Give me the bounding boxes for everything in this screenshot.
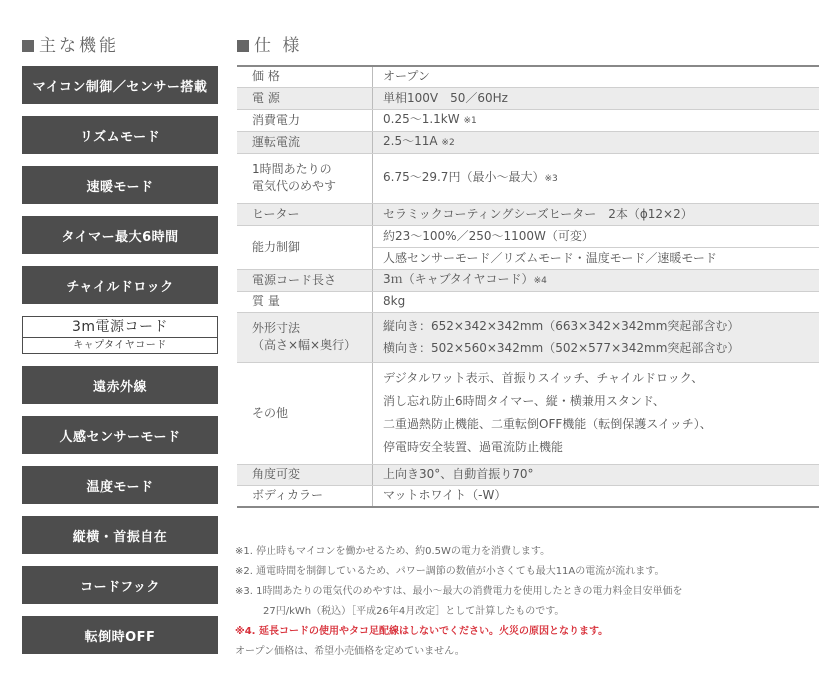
spec-key: ヒーター bbox=[237, 203, 373, 225]
spec-value: 単相100V 50／60Hz bbox=[373, 87, 820, 109]
square-icon bbox=[22, 40, 34, 52]
spec-value bbox=[373, 153, 820, 203]
spec-value bbox=[373, 362, 820, 464]
footnote: ※2. 通電時間を制御しているため、パワー調節の数値が小さくても最大11Aの電流が流れます。 bbox=[235, 566, 665, 577]
feature-badge: コードフック bbox=[22, 566, 218, 604]
footnote-warning: ※4. 延長コードの使用やタコ足配線はしないでください。火災の原因となります。 bbox=[235, 626, 609, 637]
spec-key: ボディカラー bbox=[237, 485, 373, 507]
spec-note: ※2 bbox=[441, 137, 455, 148]
spec-value-text: 2.5〜11A bbox=[383, 133, 438, 148]
feature-badge: マイコン制御／センサー搭載 bbox=[22, 66, 218, 104]
spec-value: マットホワイト（-W） bbox=[373, 485, 820, 507]
spec-row-consumption bbox=[237, 109, 819, 131]
spec-value: セラミックコーティングシーズヒーター 2本（ϕ12×2） bbox=[373, 203, 820, 225]
spec-value-line: 停電時安全装置、過電流防止機能 bbox=[383, 440, 564, 454]
spec-row-price bbox=[237, 66, 819, 87]
spec-value-text: 6.75〜29.7円（最小〜最大） bbox=[383, 169, 545, 184]
feature-list bbox=[22, 66, 218, 666]
feature-badge: 人感センサーモード bbox=[22, 416, 218, 454]
spec-value bbox=[373, 312, 820, 362]
footnote: ※3. 1時間あたりの電気代のめやすは、最小〜最大の消費電力を使用したときの電力料金目安単価を bbox=[235, 586, 683, 597]
spec-note: ※4 bbox=[533, 275, 547, 286]
spec-key: その他 bbox=[237, 362, 373, 464]
spec-value-line: 縦向き：652×342×342mm（663×342×342mm突起部含む） bbox=[383, 319, 740, 333]
spec-row-capacity-1 bbox=[237, 225, 819, 247]
spec-row-other bbox=[237, 362, 819, 464]
features-heading-text: 主な機能 bbox=[39, 36, 119, 56]
spec-key: 能力制御 bbox=[237, 225, 373, 269]
spec-key-line: （高さ×幅×奥行） bbox=[252, 338, 357, 352]
spec-key: 消費電力 bbox=[237, 109, 373, 131]
spec-key: 電源コード長さ bbox=[237, 269, 373, 291]
spec-key: 角度可変 bbox=[237, 464, 373, 485]
spec-row-cord bbox=[237, 269, 819, 291]
spec-key bbox=[237, 153, 373, 203]
feature-badge: チャイルドロック bbox=[22, 266, 218, 304]
spec-value-text: 0.25〜1.1kW bbox=[383, 111, 460, 126]
feature-badge: 縦横・首振自在 bbox=[22, 516, 218, 554]
square-icon bbox=[237, 40, 249, 52]
feature-badge: 転倒時OFF bbox=[22, 616, 218, 654]
spec-note: ※1 bbox=[463, 115, 477, 126]
spec-value-line: 横向き：502×560×342mm（502×577×342mm突起部含む） bbox=[383, 341, 740, 355]
spec-value-line: 消し忘れ防止6時間タイマー、縦・横兼用スタンド、 bbox=[383, 394, 665, 408]
feature-badge-cord bbox=[22, 316, 218, 354]
spec-key: 価 格 bbox=[237, 66, 373, 87]
spec-row-color bbox=[237, 485, 819, 507]
feature-badge-line1: 3m電源コード bbox=[71, 319, 169, 335]
spec-value: オープン bbox=[373, 66, 820, 87]
feature-badge: タイマー最大6時間 bbox=[22, 216, 218, 254]
spec-key: 運転電流 bbox=[237, 131, 373, 153]
spec-value bbox=[373, 269, 820, 291]
spec-value-line: デジタルワット表示、首振りスイッチ、チャイルドロック、 bbox=[383, 371, 704, 385]
spec-value: 人感センサーモード／リズムモード・温度モード／速暖モード bbox=[373, 247, 820, 269]
spec-row-current bbox=[237, 131, 819, 153]
footnote: 27円/kWh（税込）［平成26年4月改定］として計算したものです。 bbox=[263, 606, 565, 617]
features-heading bbox=[22, 31, 119, 56]
spec-row-power-source bbox=[237, 87, 819, 109]
spec-value bbox=[373, 109, 820, 131]
spec-key-line: 電気代のめやす bbox=[252, 179, 337, 193]
spec-key: 質 量 bbox=[237, 291, 373, 312]
spec-table bbox=[237, 65, 819, 508]
spec-key: 電 源 bbox=[237, 87, 373, 109]
spec-note: ※3 bbox=[544, 173, 558, 184]
spec-value: 8kg bbox=[373, 291, 820, 312]
spec-key-line: 1時間あたりの bbox=[252, 162, 332, 176]
spec-value: 約23〜100%／250〜1100W（可変） bbox=[373, 225, 820, 247]
spec-value-line: 二重過熱防止機能、二重転倒OFF機能（転倒保護スイッチ）、 bbox=[383, 417, 712, 431]
spec-row-cost bbox=[237, 153, 819, 203]
spec-row-angle bbox=[237, 464, 819, 485]
feature-badge: 速暖モード bbox=[22, 166, 218, 204]
spec-heading bbox=[237, 31, 302, 56]
feature-badge: 温度モード bbox=[22, 466, 218, 504]
spec-value-text: 3ｍ（キャブタイヤコード） bbox=[383, 271, 534, 286]
feature-badge-line2: キャプタイヤコード bbox=[23, 337, 217, 353]
spec-value bbox=[373, 131, 820, 153]
spec-row-dims bbox=[237, 312, 819, 362]
spec-key bbox=[237, 312, 373, 362]
feature-badge: 遠赤外線 bbox=[22, 366, 218, 404]
footnote: オープン価格は、希望小売価格を定めていません。 bbox=[235, 646, 465, 657]
spec-row-weight bbox=[237, 291, 819, 312]
footnote: ※1. 停止時もマイコンを働かせるため、約0.5Wの電力を消費します。 bbox=[235, 546, 551, 557]
footnotes bbox=[235, 542, 825, 662]
feature-badge: リズムモード bbox=[22, 116, 218, 154]
spec-heading-text: 仕 様 bbox=[254, 36, 303, 56]
spec-key-line: 外形寸法 bbox=[252, 321, 301, 335]
spec-value: 上向き30°、自動首振り70° bbox=[373, 464, 820, 485]
spec-row-heater bbox=[237, 203, 819, 225]
